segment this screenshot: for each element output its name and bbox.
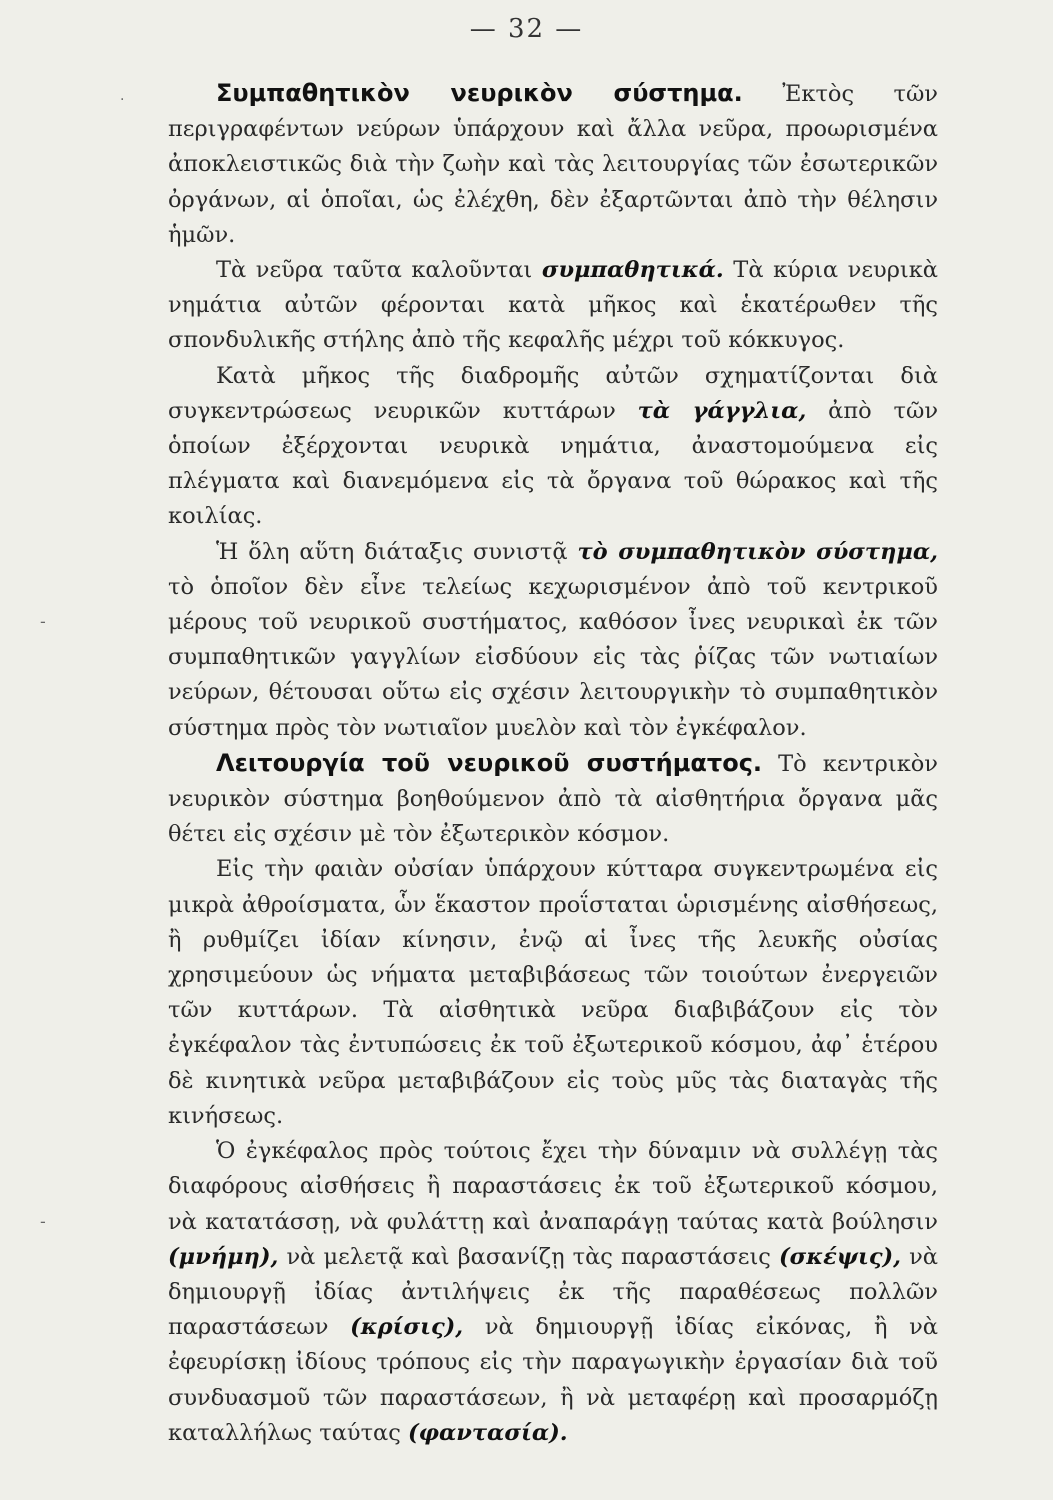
paragraph-text: Τὰ νεῦρα ταῦτα καλοῦνται (216, 257, 542, 284)
paragraph-text: τὸ ὁποῖον δὲν εἶνε τελείως κεχωρισμένον ἀπὸ τοῦ κεντρικοῦ μέρους τοῦ νευρικοῦ συστήματος, καθόσον ἶνες νευρικαὶ ἐκ τῶν συμπαθητικῶν γαγγλίων εἰσδύουν εἰς τὰς ῥίζας τῶν νωτιαίων νεύρων, θέτουσαι οὕτω εἰς σχέσιν λειτουργικὴν τὸ συμπαθητικὸν σύστημα πρὸς τὸν νωτιαῖον μυελὸν καὶ τὸν ἐγκέφαλον. (168, 573, 938, 741)
section-heading: Συμπαθητικὸν νευρικὸν σύστημα. (216, 79, 743, 107)
paragraph-grey-matter (168, 852, 938, 1134)
paragraph-text: Ἡ ὅλη αὕτη διάταξις συνιστᾷ (216, 538, 578, 565)
paragraph-text: νὰ δημιουργῇ ἰδίας ἀντιλήψεις ἐκ τῆς παραθέσεως πολλῶν παραστάσεων (168, 1243, 938, 1341)
margin-mark: - (40, 612, 46, 631)
page-number: — 32 — (469, 14, 584, 44)
body-text (168, 76, 938, 1451)
emphasized-term: (φαντασία). (407, 1419, 568, 1446)
emphasized-term: συμπαθητικά. (541, 257, 724, 284)
paragraph-text: νὰ μελετᾷ καὶ βασανίζῃ τὰς παραστάσεις (278, 1243, 779, 1270)
margin-mark: - (40, 1212, 46, 1231)
paragraph-text: Τὰ κύρια νευρικὰ νημάτια αὐτῶν φέρονται κατὰ μῆκος καὶ ἑκατέρωθεν τῆς σπονδυλικῆς στήλης ἀπὸ τῆς κεφαλῆς μέχρι τοῦ κόκκυγος. (168, 257, 938, 354)
emphasized-term: (μνήμη), (168, 1243, 279, 1270)
paragraph-text: ἀπὸ τῶν ὁποίων ἐξέρχονται νευρικὰ νημάτια, ἀναστομούμενα εἰς πλέγματα καὶ διανεμόμενα εἰς τὰ ὄργανα τοῦ θώρακος καὶ τῆς κοιλίας. (168, 397, 938, 530)
paragraph-sympathetic-system (168, 535, 938, 746)
emphasized-term: τὰ γάγγλια, (637, 397, 807, 424)
paragraph-text: Εἰς τὴν φαιὰν οὐσίαν ὑπάρχουν κύτταρα συγκεντρωμένα εἰς μικρὰ ἀθροίσματα, ὧν ἕκαστον προΐσταται ὡρισμένης αἰσθήσεως, ἢ ρυθμίζει ἰδίαν κίνησιν, ἐνῷ αἱ ἶνες τῆς λευκῆς οὐσίας χρησιμεύουν ὡς νήματα μεταβιβάσεως τῶν τοιούτων ἐνεργειῶν τῶν κυττάρων. Τὰ αἰσθητικὰ νεῦρα διαβιβάζουν εἰς τὸν ἐγκέφαλον τὰς ἐντυπώσεις ἐκ τοῦ ἐξωτερικοῦ κόσμου, ἀφ᾿ ἑτέρου δὲ κινητικὰ νεῦρα μεταβιβάζουν εἰς τοὺς μῦς τὰς διαταγὰς τῆς κινήσεως. (168, 856, 938, 1129)
paragraph-text: νὰ δημιουργῇ ἰδίας εἰκόνας, ἢ νὰ ἐφευρίσκῃ ἰδίους τρόπους εἰς τὴν παραγωγικὴν ἐργασίαν διὰ τοῦ συνδυασμοῦ τῶν παραστάσεων, ἢ νὰ μεταφέρῃ καὶ προσαρμόζῃ καταλλήλως ταύτας (168, 1314, 938, 1446)
paragraph-ganglia (168, 359, 938, 535)
section-heading: Λειτουργία τοῦ νευρικοῦ συστήματος. (216, 748, 763, 777)
paragraph-brain-faculties (168, 1134, 938, 1451)
paragraph-function-intro (168, 746, 938, 853)
paragraph-text: Ὁ ἐγκέφαλος πρὸς τούτοις ἔχει τὴν δύναμιν νὰ συλλέγῃ τὰς διαφόρους αἰσθήσεις ἢ παραστάσεις ἐκ τοῦ ἐξωτερικοῦ κόσμου, νὰ κατατάσσῃ, νὰ φυλάττῃ καὶ ἀναπαράγῃ ταύτας κατὰ βούλησιν (168, 1138, 938, 1235)
paragraph-sympathetic-intro (168, 76, 938, 253)
paragraph-text: Τὸ κεντρικὸν νευρικὸν σύστημα βοηθούμενον ἀπὸ τὰ αἰσθητήρια ὄργανα μᾶς θέτει εἰς σχέσιν μὲ τὸν ἐξωτερικὸν κόσμον. (168, 750, 938, 848)
paragraph-text: Ἐκτὸς τῶν περιγραφέντων νεύρων ὑπάρχουν καὶ ἄλλα νεῦρα, προωρισμένα ἀποκλειστικῶς διὰ τὴν ζωὴν καὶ τὰς λειτουργίας τῶν ἐσωτερικῶν ὀργάνων, αἱ ὁποῖαι, ὡς ἐλέχθη, δὲν ἐξαρτῶνται ἀπὸ τὴν θέλησιν ἡμῶν. (168, 81, 938, 248)
emphasized-term: τὸ συμπαθητικὸν σύστημα, (577, 538, 939, 565)
emphasized-term: (κρίσις), (350, 1314, 464, 1341)
emphasized-term: (σκέψις), (778, 1243, 902, 1270)
paragraph-text: Κατὰ μῆκος τῆς διαδρομῆς αὐτῶν σχηματίζονται διὰ συγκεντρώσεως νευρικῶν κυττάρων (168, 362, 938, 424)
margin-mark: · (120, 92, 125, 108)
paragraph-sympathetic-nerves (168, 253, 938, 359)
